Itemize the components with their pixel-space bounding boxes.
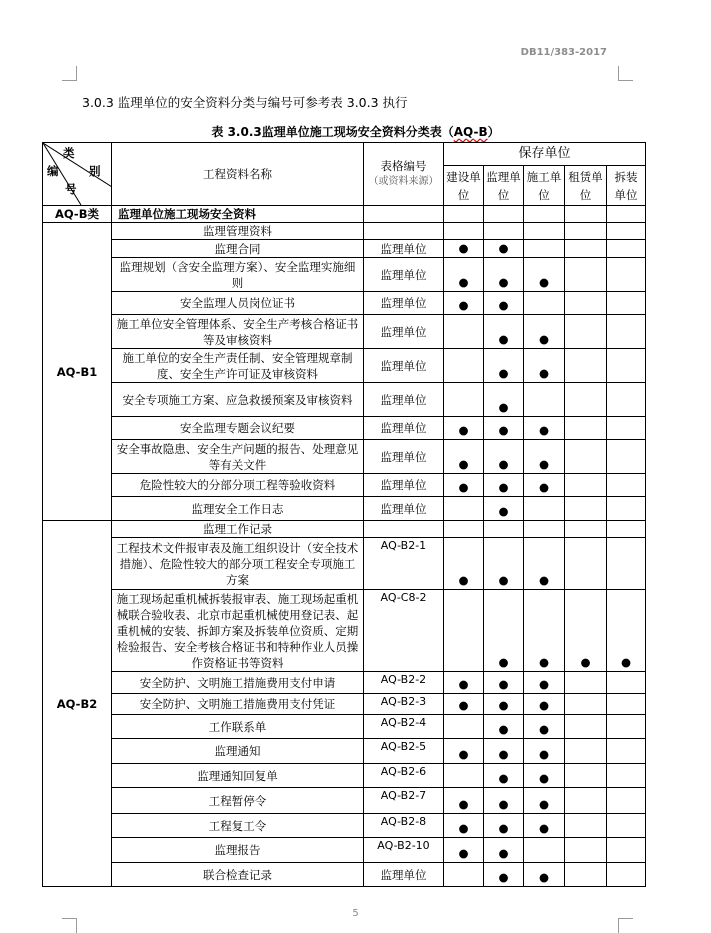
document-name: 施工现场起重机械拆装报审表、施工现场起重机械联合验收表、北京市起重机械使用登记表、起重机械的安装、拆卸方案及拆装单位资质、定期检验报告、安全考核合格证书和特种作业人员操作资格证书等资料 bbox=[112, 590, 364, 672]
document-name: 监理规划（含安全监理方案）、安全监理实施细则 bbox=[112, 258, 364, 292]
keep-mark-unit-3: ● bbox=[524, 417, 565, 440]
keep-mark-unit-3: ● bbox=[524, 764, 565, 788]
keep-mark-unit-5 bbox=[607, 349, 646, 383]
keep-mark-unit-2: ● bbox=[484, 814, 524, 838]
document-name: 安全专项施工方案、应急救援预案及审核资料 bbox=[112, 383, 364, 417]
form-number: AQ-B2-4 bbox=[364, 715, 444, 739]
keep-mark-unit-3 bbox=[524, 838, 565, 863]
category-code: AQ-B类 bbox=[43, 206, 112, 223]
empty-cell bbox=[484, 206, 524, 223]
header-unit-4: 租赁单位 bbox=[565, 166, 607, 206]
form-number: AQ-B2-3 bbox=[364, 694, 444, 715]
empty-cell bbox=[607, 206, 646, 223]
keep-mark-unit-3: ● bbox=[524, 349, 565, 383]
keep-mark-unit-2: ● bbox=[484, 474, 524, 497]
empty-cell bbox=[364, 223, 444, 240]
keep-mark-unit-1: ● bbox=[444, 788, 484, 814]
document-name: 施工单位的安全生产责任制、安全管理规章制度、安全生产许可证及审核资料 bbox=[112, 349, 364, 383]
form-number: 监理单位 bbox=[364, 497, 444, 521]
form-number: 监理单位 bbox=[364, 383, 444, 417]
keep-mark-unit-1 bbox=[444, 383, 484, 417]
document-name: 监理合同 bbox=[112, 240, 364, 258]
keep-mark-unit-2: ● bbox=[484, 590, 524, 672]
header-diag-hao: 号 bbox=[65, 182, 77, 196]
intro-text: 3.0.3 监理单位的安全资料分类与编号可参考表 3.0.3 执行 bbox=[82, 95, 408, 110]
keep-mark-unit-1: ● bbox=[444, 417, 484, 440]
keep-mark-unit-2: ● bbox=[484, 715, 524, 739]
header-unit-1: 建设单位 bbox=[444, 166, 484, 206]
empty-cell bbox=[484, 223, 524, 240]
empty-cell bbox=[607, 521, 646, 538]
safety-document-table bbox=[42, 142, 646, 887]
keep-mark-unit-5 bbox=[607, 715, 646, 739]
document-name: 安全防护、文明施工措施费用支付申请 bbox=[112, 672, 364, 694]
keep-mark-unit-4 bbox=[565, 292, 607, 315]
page-number: 5 bbox=[352, 908, 359, 919]
keep-mark-unit-5 bbox=[607, 838, 646, 863]
keep-mark-unit-5 bbox=[607, 440, 646, 474]
keep-mark-unit-4 bbox=[565, 814, 607, 838]
header-form-number bbox=[364, 143, 444, 206]
empty-cell bbox=[364, 206, 444, 223]
table-row bbox=[43, 240, 646, 258]
table-row bbox=[43, 764, 646, 788]
form-number: 监理单位 bbox=[364, 240, 444, 258]
keep-mark-unit-2: ● bbox=[484, 672, 524, 694]
empty-cell bbox=[524, 521, 565, 538]
keep-mark-unit-1: ● bbox=[444, 739, 484, 764]
keep-mark-unit-5 bbox=[607, 694, 646, 715]
keep-mark-unit-5 bbox=[607, 788, 646, 814]
empty-cell bbox=[444, 223, 484, 240]
keep-mark-unit-4 bbox=[565, 863, 607, 887]
keep-mark-unit-5 bbox=[607, 863, 646, 887]
table-row bbox=[43, 315, 646, 349]
document-name: 安全监理专题会议纪要 bbox=[112, 417, 364, 440]
keep-mark-unit-3: ● bbox=[524, 739, 565, 764]
keep-mark-unit-1: ● bbox=[444, 292, 484, 315]
document-name: 危险性较大的分部分项工程等验收资料 bbox=[112, 474, 364, 497]
keep-mark-unit-4 bbox=[565, 258, 607, 292]
keep-mark-unit-4 bbox=[565, 715, 607, 739]
table-row bbox=[43, 788, 646, 814]
keep-mark-unit-3: ● bbox=[524, 474, 565, 497]
table-row bbox=[43, 863, 646, 887]
empty-cell bbox=[444, 206, 484, 223]
group-title: 监理工作记录 bbox=[112, 521, 364, 538]
document-name: 安全事故隐患、安全生产问题的报告、处理意见等有关文件 bbox=[112, 440, 364, 474]
keep-mark-unit-3: ● bbox=[524, 538, 565, 590]
header-form-number-label: 表格编号 bbox=[380, 159, 427, 173]
keep-mark-unit-3: ● bbox=[524, 814, 565, 838]
keep-mark-unit-1: ● bbox=[444, 694, 484, 715]
table-row bbox=[43, 739, 646, 764]
keep-mark-unit-4 bbox=[565, 315, 607, 349]
table-row bbox=[43, 715, 646, 739]
table-row bbox=[43, 838, 646, 863]
header-form-source: （或资料来源） bbox=[368, 176, 439, 187]
document-name: 监理安全工作日志 bbox=[112, 497, 364, 521]
form-number: 监理单位 bbox=[364, 863, 444, 887]
header-unit-2: 监理单位 bbox=[484, 166, 524, 206]
form-number: AQ-B2-6 bbox=[364, 764, 444, 788]
empty-cell bbox=[524, 223, 565, 240]
table-row bbox=[43, 292, 646, 315]
document-name: 工程暂停令 bbox=[112, 788, 364, 814]
keep-mark-unit-4 bbox=[565, 538, 607, 590]
header-diagonal-cell bbox=[43, 143, 112, 206]
keep-mark-unit-4 bbox=[565, 240, 607, 258]
keep-mark-unit-4 bbox=[565, 440, 607, 474]
document-name: 工作联系单 bbox=[112, 715, 364, 739]
keep-mark-unit-2: ● bbox=[484, 349, 524, 383]
table-caption-main: 表 3.0.3监理单位施工现场安全资料分类表（ bbox=[211, 125, 454, 139]
keep-mark-unit-3: ● bbox=[524, 788, 565, 814]
keep-mark-unit-2: ● bbox=[484, 764, 524, 788]
keep-mark-unit-2: ● bbox=[484, 240, 524, 258]
keep-mark-unit-5 bbox=[607, 383, 646, 417]
document-name: 监理通知回复单 bbox=[112, 764, 364, 788]
table-row bbox=[43, 349, 646, 383]
keep-mark-unit-2: ● bbox=[484, 315, 524, 349]
keep-mark-unit-1 bbox=[444, 715, 484, 739]
keep-mark-unit-3 bbox=[524, 497, 565, 521]
keep-mark-unit-4 bbox=[565, 474, 607, 497]
empty-cell bbox=[607, 223, 646, 240]
keep-mark-unit-4 bbox=[565, 838, 607, 863]
group-code: AQ-B1 bbox=[43, 223, 112, 521]
form-number: AQ-B2-5 bbox=[364, 739, 444, 764]
header-diag-bian: 编 bbox=[47, 164, 59, 178]
table-row bbox=[43, 497, 646, 521]
keep-mark-unit-4 bbox=[565, 497, 607, 521]
header-unit-3: 施工单位 bbox=[524, 166, 565, 206]
keep-mark-unit-5 bbox=[607, 417, 646, 440]
crop-mark-top-left bbox=[62, 66, 77, 81]
document-name: 安全防护、文明施工措施费用支付凭证 bbox=[112, 694, 364, 715]
form-number: 监理单位 bbox=[364, 292, 444, 315]
keep-mark-unit-5 bbox=[607, 474, 646, 497]
keep-mark-unit-2: ● bbox=[484, 497, 524, 521]
table-row bbox=[43, 417, 646, 440]
keep-mark-unit-2: ● bbox=[484, 258, 524, 292]
keep-mark-unit-5 bbox=[607, 497, 646, 521]
crop-mark-top-right bbox=[618, 66, 633, 81]
table-row bbox=[43, 590, 646, 672]
keep-mark-unit-1: ● bbox=[444, 440, 484, 474]
keep-mark-unit-3: ● bbox=[524, 694, 565, 715]
keep-mark-unit-1: ● bbox=[444, 838, 484, 863]
keep-mark-unit-4 bbox=[565, 739, 607, 764]
document-name: 工程技术文件报审表及施工组织设计（安全技术措施）、危险性较大的部分项工程安全专项施工方案 bbox=[112, 538, 364, 590]
empty-cell bbox=[364, 521, 444, 538]
table-caption-code: AQ-B bbox=[453, 125, 488, 139]
keep-mark-unit-2: ● bbox=[484, 694, 524, 715]
keep-mark-unit-4 bbox=[565, 764, 607, 788]
form-number: AQ-B2-2 bbox=[364, 672, 444, 694]
keep-mark-unit-2: ● bbox=[484, 417, 524, 440]
keep-mark-unit-3 bbox=[524, 383, 565, 417]
keep-mark-unit-1: ● bbox=[444, 672, 484, 694]
form-number: AQ-B2-7 bbox=[364, 788, 444, 814]
keep-mark-unit-1 bbox=[444, 764, 484, 788]
keep-mark-unit-2: ● bbox=[484, 739, 524, 764]
group-title: 监理管理资料 bbox=[112, 223, 364, 240]
keep-mark-unit-1: ● bbox=[444, 474, 484, 497]
form-number: AQ-B2-8 bbox=[364, 814, 444, 838]
form-number: AQ-B2-10 bbox=[364, 838, 444, 863]
keep-mark-unit-1: ● bbox=[444, 258, 484, 292]
document-name: 监理报告 bbox=[112, 838, 364, 863]
keep-mark-unit-1 bbox=[444, 349, 484, 383]
table-caption-end: ） bbox=[487, 125, 500, 139]
document-number: DB11/383-2017 bbox=[520, 47, 607, 58]
category-title: 监理单位施工现场安全资料 bbox=[112, 206, 364, 223]
form-number: 监理单位 bbox=[364, 474, 444, 497]
keep-mark-unit-2: ● bbox=[484, 788, 524, 814]
keep-mark-unit-3: ● bbox=[524, 672, 565, 694]
header-diag-bie: 别 bbox=[89, 164, 101, 178]
group-title-row bbox=[43, 521, 646, 538]
header-document-name: 工程资料名称 bbox=[112, 143, 364, 206]
keep-mark-unit-3: ● bbox=[524, 715, 565, 739]
table-row bbox=[43, 383, 646, 417]
form-number: 监理单位 bbox=[364, 315, 444, 349]
header-diag-lei: 类 bbox=[63, 146, 75, 160]
keep-mark-unit-4 bbox=[565, 788, 607, 814]
header-keeping-units: 保存单位 bbox=[444, 143, 646, 166]
keep-mark-unit-3: ● bbox=[524, 590, 565, 672]
keep-mark-unit-5 bbox=[607, 315, 646, 349]
document-name: 联合检查记录 bbox=[112, 863, 364, 887]
form-number: 监理单位 bbox=[364, 258, 444, 292]
form-number: 监理单位 bbox=[364, 349, 444, 383]
keep-mark-unit-4: ● bbox=[565, 590, 607, 672]
category-row bbox=[43, 206, 646, 223]
table-caption bbox=[0, 123, 711, 140]
keep-mark-unit-5 bbox=[607, 739, 646, 764]
keep-mark-unit-2: ● bbox=[484, 863, 524, 887]
empty-cell bbox=[524, 206, 565, 223]
keep-mark-unit-4 bbox=[565, 417, 607, 440]
keep-mark-unit-2: ● bbox=[484, 440, 524, 474]
empty-cell bbox=[484, 521, 524, 538]
form-number: 监理单位 bbox=[364, 440, 444, 474]
keep-mark-unit-5 bbox=[607, 292, 646, 315]
document-name: 施工单位安全管理体系、安全生产考核合格证书等及审核资料 bbox=[112, 315, 364, 349]
keep-mark-unit-1: ● bbox=[444, 538, 484, 590]
table-row bbox=[43, 538, 646, 590]
keep-mark-unit-4 bbox=[565, 383, 607, 417]
keep-mark-unit-1 bbox=[444, 315, 484, 349]
keep-mark-unit-1 bbox=[444, 497, 484, 521]
keep-mark-unit-5 bbox=[607, 538, 646, 590]
form-number: AQ-C8-2 bbox=[364, 590, 444, 672]
keep-mark-unit-5: ● bbox=[607, 590, 646, 672]
empty-cell bbox=[565, 206, 607, 223]
keep-mark-unit-2: ● bbox=[484, 838, 524, 863]
table-row bbox=[43, 672, 646, 694]
table-row bbox=[43, 258, 646, 292]
document-name: 监理通知 bbox=[112, 739, 364, 764]
form-number: 监理单位 bbox=[364, 417, 444, 440]
table-row bbox=[43, 474, 646, 497]
keep-mark-unit-3: ● bbox=[524, 315, 565, 349]
keep-mark-unit-2: ● bbox=[484, 383, 524, 417]
keep-mark-unit-1 bbox=[444, 590, 484, 672]
keep-mark-unit-3: ● bbox=[524, 258, 565, 292]
keep-mark-unit-5 bbox=[607, 764, 646, 788]
table-body bbox=[43, 206, 646, 887]
table-row bbox=[43, 440, 646, 474]
keep-mark-unit-4 bbox=[565, 349, 607, 383]
keep-mark-unit-5 bbox=[607, 240, 646, 258]
keep-mark-unit-3 bbox=[524, 240, 565, 258]
keep-mark-unit-3: ● bbox=[524, 863, 565, 887]
keep-mark-unit-4 bbox=[565, 672, 607, 694]
empty-cell bbox=[565, 223, 607, 240]
keep-mark-unit-2: ● bbox=[484, 292, 524, 315]
keep-mark-unit-3 bbox=[524, 292, 565, 315]
keep-mark-unit-5 bbox=[607, 814, 646, 838]
keep-mark-unit-1 bbox=[444, 863, 484, 887]
header-unit-5: 拆装单位 bbox=[607, 166, 646, 206]
group-title-row bbox=[43, 223, 646, 240]
keep-mark-unit-1: ● bbox=[444, 240, 484, 258]
keep-mark-unit-4 bbox=[565, 694, 607, 715]
keep-mark-unit-5 bbox=[607, 672, 646, 694]
empty-cell bbox=[444, 521, 484, 538]
table-row bbox=[43, 694, 646, 715]
keep-mark-unit-3: ● bbox=[524, 440, 565, 474]
form-number: AQ-B2-1 bbox=[364, 538, 444, 590]
table-row bbox=[43, 814, 646, 838]
document-name: 工程复工令 bbox=[112, 814, 364, 838]
keep-mark-unit-2: ● bbox=[484, 538, 524, 590]
group-code: AQ-B2 bbox=[43, 521, 112, 887]
keep-mark-unit-1: ● bbox=[444, 814, 484, 838]
empty-cell bbox=[565, 521, 607, 538]
document-name: 安全监理人员岗位证书 bbox=[112, 292, 364, 315]
keep-mark-unit-5 bbox=[607, 258, 646, 292]
